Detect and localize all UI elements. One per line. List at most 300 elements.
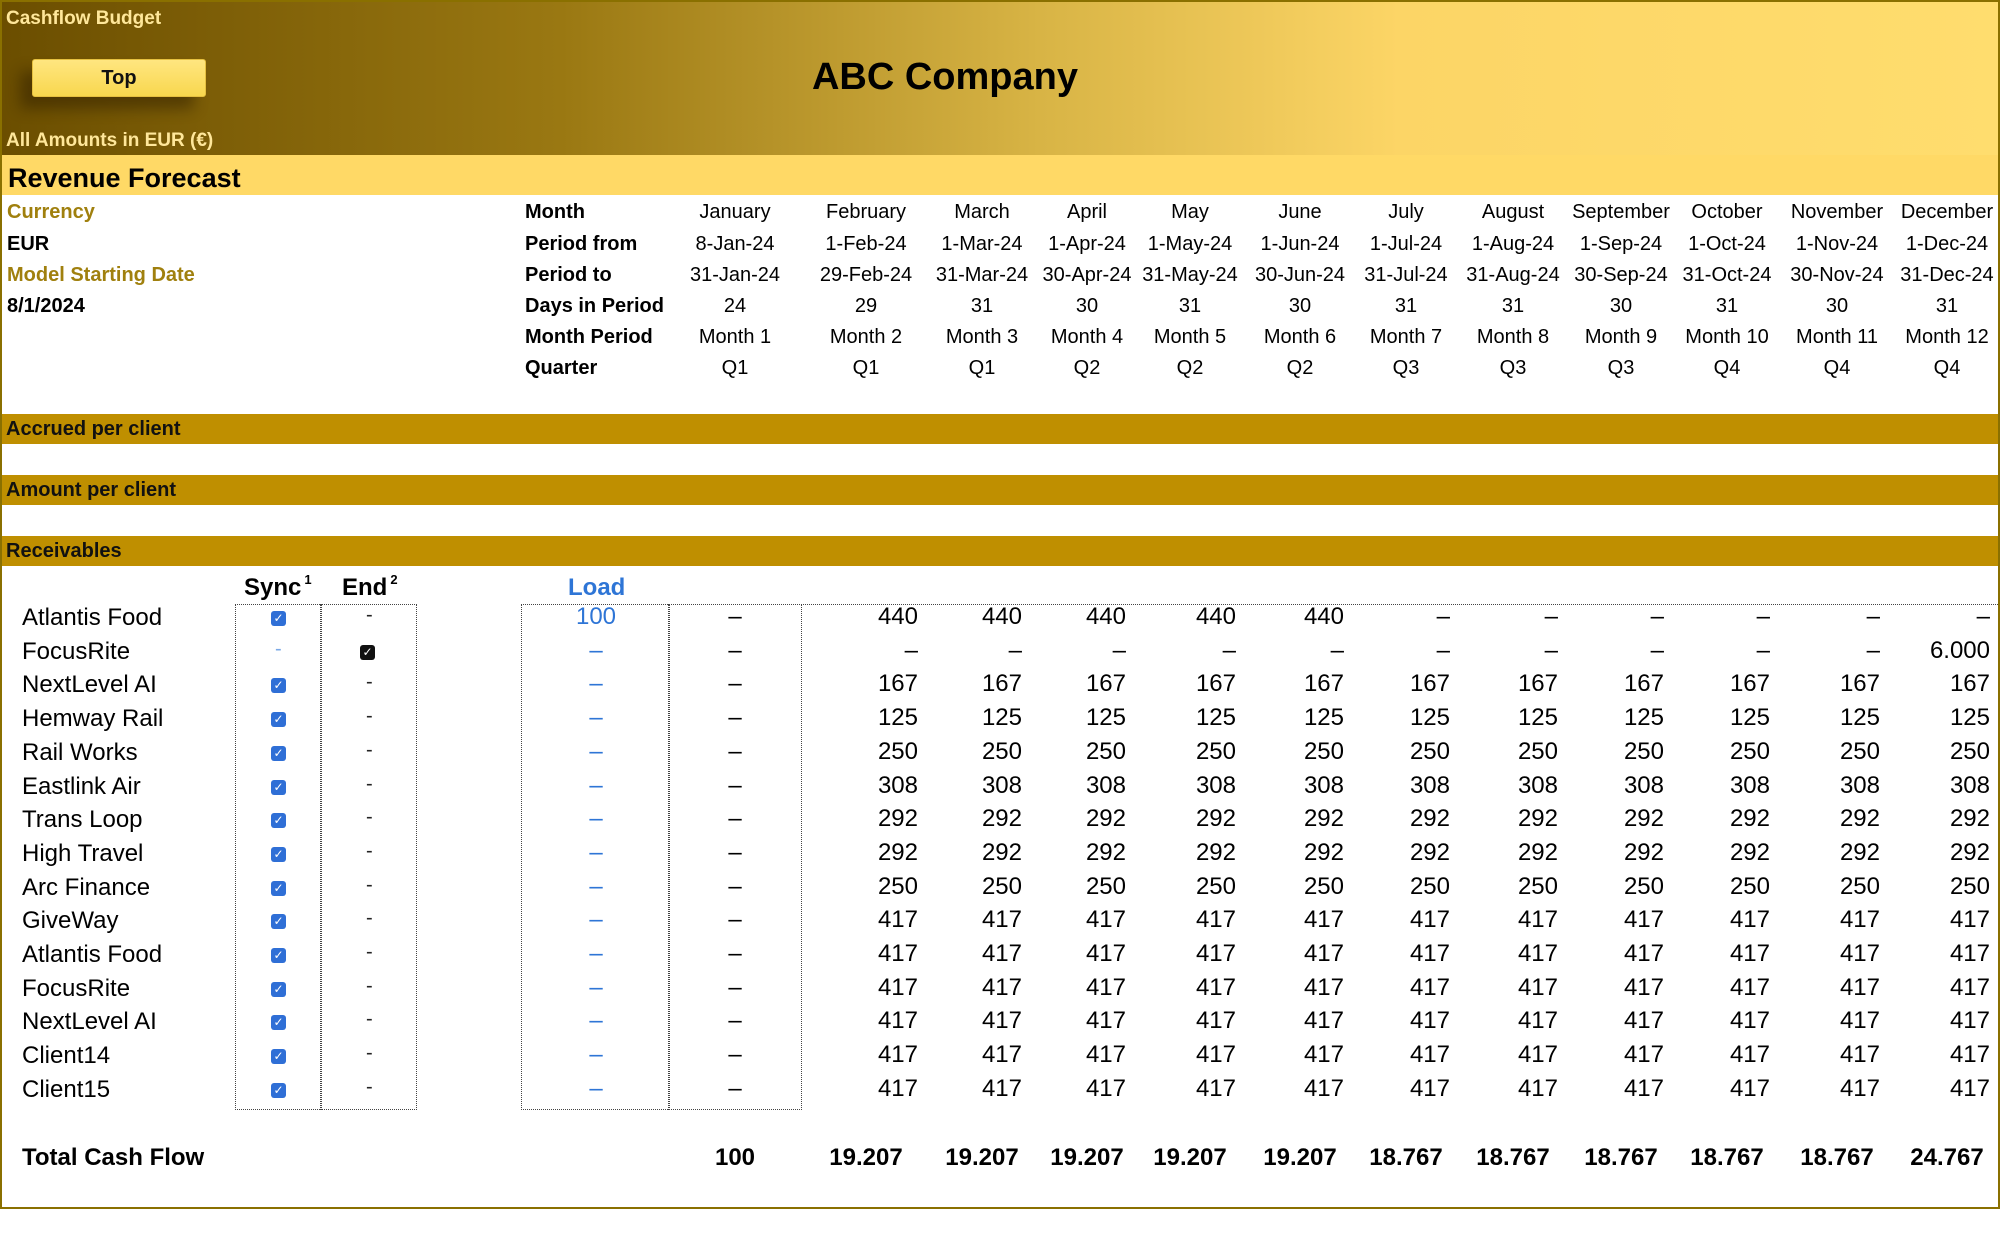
start-date-label: Model Starting Date (7, 264, 195, 286)
month-quarter-cell: Q2 (1176, 357, 1204, 379)
month-name-cell: April (1066, 201, 1107, 223)
month-from-cell: 1-Aug-24 (1471, 233, 1555, 255)
month-name-cell: July (1388, 201, 1424, 223)
load-value[interactable]: – (589, 973, 603, 1001)
sync-checkbox-checked-icon[interactable]: ✓ (271, 712, 286, 727)
month-value-cell: 417 (1409, 1007, 1450, 1035)
month-value-cell: 125 (1085, 704, 1126, 732)
top-button[interactable]: Top (32, 59, 206, 97)
month-days-cell: 30 (1825, 295, 1849, 317)
month-value-cell: 417 (981, 1041, 1022, 1069)
month-to-cell: 31-Mar-24 (935, 264, 1029, 286)
month-value-cell: 417 (1303, 1041, 1344, 1069)
month-value-cell: – (728, 771, 742, 799)
month-period-cell: Month 12 (1905, 326, 1989, 348)
month-value-cell: 417 (1303, 1074, 1344, 1102)
month-value-cell: – (1436, 603, 1450, 630)
month-value-cell: – (728, 906, 742, 934)
month-value-cell: 292 (1409, 838, 1450, 866)
month-value-cell: 250 (981, 872, 1022, 900)
month-value-cell: 417 (1623, 940, 1664, 967)
end-empty-cell[interactable]: - (366, 738, 373, 761)
month-days-cell: 31 (1394, 295, 1418, 317)
month-days-cell: 30 (1288, 295, 1312, 317)
month-to-cell: 31-Aug-24 (1466, 264, 1560, 286)
month-value-cell: 292 (1517, 838, 1558, 866)
month-days-cell: 29 (854, 295, 878, 317)
month-value-cell: – (1436, 636, 1450, 664)
month-value-cell: – (1544, 636, 1558, 664)
sync-checkbox-checked-icon[interactable]: ✓ (271, 678, 286, 693)
accrued-section-bar (2, 414, 1998, 444)
month-days-cell: 31 (1501, 295, 1525, 317)
month-value-cell: 250 (1409, 872, 1450, 900)
end-empty-cell[interactable]: - (366, 1008, 373, 1031)
month-value-cell: 417 (1729, 973, 1770, 1001)
month-value-cell: – (1866, 636, 1880, 664)
month-value-cell: 250 (877, 737, 918, 765)
sync-checkbox-checked-icon[interactable]: ✓ (271, 1083, 286, 1098)
month-period-cell: Month 4 (1050, 326, 1124, 348)
month-value-cell: 292 (1195, 805, 1236, 833)
month-from-cell: 1-Apr-24 (1048, 233, 1126, 255)
month-value-cell: 417 (877, 1041, 918, 1069)
month-value-cell: 167 (981, 670, 1022, 698)
month-value-cell: 417 (877, 973, 918, 1001)
client-name: Client15 (22, 1075, 111, 1103)
month-value-cell: 125 (1409, 704, 1450, 732)
month-value-cell: 417 (1517, 1074, 1558, 1102)
month-value-cell: 417 (1517, 940, 1558, 967)
month-value-cell: 417 (1303, 1007, 1344, 1035)
receivables-section-bar (2, 536, 1998, 566)
month-to-cell: 31-Oct-24 (1682, 264, 1772, 286)
month-from-cell: 1-Nov-24 (1795, 233, 1879, 255)
month-value-cell: 250 (1623, 872, 1664, 900)
month-value-cell: 417 (1303, 940, 1344, 967)
month-days-cell: 31 (1935, 295, 1959, 317)
table-row (2, 1006, 1998, 1039)
month-value-cell: 292 (1085, 838, 1126, 866)
table-row (2, 1040, 1998, 1073)
end-empty-cell[interactable]: - (366, 907, 373, 930)
end-empty-cell[interactable]: - (366, 705, 373, 728)
month-value-cell: 292 (1303, 838, 1344, 866)
month-value-cell: 250 (1949, 737, 1990, 765)
end-empty-cell[interactable]: - (366, 839, 373, 862)
month-value-cell: 417 (877, 1007, 918, 1035)
month-value-cell: 250 (1949, 872, 1990, 900)
month-value-cell: 417 (1195, 906, 1236, 934)
load-value[interactable]: – (589, 1007, 603, 1035)
month-value-cell: 292 (1303, 805, 1344, 833)
month-quarter-cell: Q3 (1392, 357, 1420, 379)
end-empty-cell[interactable]: - (366, 1075, 373, 1098)
sync-checkbox-checked-icon[interactable]: ✓ (271, 948, 286, 963)
month-value-cell: 417 (1409, 1041, 1450, 1069)
load-value[interactable]: – (589, 636, 603, 664)
month-value-cell: 440 (981, 603, 1022, 630)
month-to-cell: 30-Sep-24 (1574, 264, 1668, 286)
month-value-cell: 417 (1195, 1074, 1236, 1102)
load-value[interactable]: – (589, 737, 603, 765)
month-value-cell: 250 (1195, 737, 1236, 765)
currency-value[interactable]: EUR (7, 233, 50, 255)
load-value[interactable]: – (589, 838, 603, 866)
amounts-note: All Amounts in EUR (€) (6, 130, 214, 151)
month-value-cell: 250 (1085, 872, 1126, 900)
sync-checkbox-checked-icon[interactable]: ✓ (271, 1049, 286, 1064)
month-value-cell: 417 (1195, 1007, 1236, 1035)
month-value-cell: – (728, 737, 742, 765)
client-name: NextLevel AI (22, 671, 157, 699)
end-empty-cell[interactable]: - (366, 806, 373, 829)
total-value-cell: 19.207 (829, 1144, 903, 1171)
month-value-cell: 292 (1839, 838, 1880, 866)
sync-empty-cell[interactable]: - (275, 637, 282, 660)
end-checkbox-checked-icon[interactable]: ✓ (360, 645, 375, 660)
sync-checkbox-checked-icon[interactable]: ✓ (271, 611, 286, 626)
month-period-cell: Month 11 (1796, 326, 1878, 348)
month-from-cell: 1-Jun-24 (1260, 233, 1340, 255)
receivables-section-title: Receivables (6, 540, 122, 562)
days-in-period-label: Days in Period (525, 295, 664, 317)
end-empty-cell[interactable]: - (366, 974, 373, 997)
month-value-cell: – (728, 973, 742, 1001)
load-value[interactable]: – (589, 704, 603, 732)
month-name-cell: February (825, 201, 907, 223)
month-quarter-cell: Q1 (968, 357, 996, 379)
month-value-cell: 417 (1729, 1074, 1770, 1102)
month-period-cell: Month 2 (829, 326, 903, 348)
end-empty-cell[interactable]: - (366, 1042, 373, 1065)
month-value-cell: 292 (1949, 805, 1990, 833)
company-name: ABC Company (811, 56, 1079, 98)
revenue-forecast-title: Revenue Forecast (8, 163, 241, 193)
month-quarter-cell: Q4 (1713, 357, 1741, 379)
month-quarter-cell: Q2 (1286, 357, 1314, 379)
client-name: NextLevel AI (22, 1008, 157, 1036)
month-value-cell: – (1976, 603, 1990, 630)
month-value-cell: 308 (1303, 771, 1344, 799)
month-value-cell: 417 (1085, 940, 1126, 967)
table-row (2, 1074, 1998, 1107)
month-name-cell: September (1572, 201, 1670, 223)
month-value-cell: 167 (1839, 670, 1880, 698)
end-footnote: 2 (390, 572, 398, 587)
month-value-cell: 292 (1085, 805, 1126, 833)
month-value-cell: 417 (1517, 973, 1558, 1001)
sync-checkbox-checked-icon[interactable]: ✓ (271, 914, 286, 929)
month-from-cell: 1-Jul-24 (1369, 233, 1443, 255)
month-value-cell: 167 (1517, 670, 1558, 698)
month-value-cell: 125 (1517, 704, 1558, 732)
month-value-cell: 308 (1195, 771, 1236, 799)
load-value[interactable]: 100 (575, 603, 617, 630)
month-value-cell: 308 (1517, 771, 1558, 799)
total-value-cell: 19.207 (1153, 1144, 1227, 1171)
month-value-cell: 250 (1623, 737, 1664, 765)
end-empty-cell[interactable]: - (366, 671, 373, 694)
month-value-cell: 440 (1303, 603, 1344, 630)
load-value[interactable]: – (589, 940, 603, 967)
month-value-cell: 292 (981, 805, 1022, 833)
month-value-cell: 125 (1839, 704, 1880, 732)
month-days-cell: 24 (723, 295, 747, 317)
month-value-cell: 292 (1729, 805, 1770, 833)
month-value-cell: 250 (1729, 737, 1770, 765)
load-value[interactable]: – (589, 1041, 603, 1069)
client-name: Hemway Rail (22, 705, 164, 733)
revenue-forecast-bar (2, 155, 1998, 195)
end-empty-cell[interactable]: - (366, 772, 373, 795)
month-value-cell: 125 (981, 704, 1022, 732)
month-value-cell: 250 (1303, 737, 1344, 765)
table-row (2, 905, 1998, 938)
start-date-value[interactable]: 8/1/2024 (7, 295, 85, 317)
month-value-cell: 308 (1409, 771, 1450, 799)
sync-checkbox-checked-icon[interactable]: ✓ (271, 1015, 286, 1030)
month-period-cell: Month 8 (1476, 326, 1550, 348)
month-value-cell: 417 (1085, 1041, 1126, 1069)
client-name: Rail Works (22, 738, 138, 766)
month-value-cell: 417 (1949, 1007, 1990, 1035)
app-title: Cashflow Budget (6, 8, 162, 29)
accrued-section-title: Accrued per client (6, 418, 181, 440)
month-name-cell: January (699, 201, 771, 223)
table-row (2, 771, 1998, 804)
month-value-cell: 292 (1517, 805, 1558, 833)
sync-checkbox-checked-icon[interactable]: ✓ (271, 813, 286, 828)
month-value-cell: – (728, 838, 742, 866)
load-column-header[interactable]: Load (568, 574, 626, 601)
month-value-cell: 250 (1085, 737, 1126, 765)
month-value-cell: 292 (1623, 805, 1664, 833)
month-value-cell: – (728, 704, 742, 732)
month-days-cell: 30 (1075, 295, 1099, 317)
month-value-cell: 417 (877, 906, 918, 934)
month-value-cell: 417 (877, 1074, 918, 1102)
month-value-cell: 167 (877, 670, 918, 698)
sync-checkbox-checked-icon[interactable]: ✓ (271, 847, 286, 862)
month-period-cell: Month 6 (1263, 326, 1337, 348)
month-quarter-cell: Q3 (1499, 357, 1527, 379)
month-value-cell: – (1650, 603, 1664, 630)
month-period-cell: Month 9 (1584, 326, 1658, 348)
month-value-cell: 308 (981, 771, 1022, 799)
month-value-cell: 250 (981, 737, 1022, 765)
month-value-cell: 417 (1195, 940, 1236, 967)
month-value-cell: 417 (1839, 1007, 1880, 1035)
month-value-cell: 125 (877, 704, 918, 732)
month-days-cell: 31 (970, 295, 994, 317)
month-value-cell: 292 (981, 838, 1022, 866)
client-name: Client14 (22, 1042, 111, 1070)
month-to-cell: 31-Jul-24 (1364, 264, 1448, 286)
month-from-cell: 1-Sep-24 (1579, 233, 1663, 255)
table-row (2, 737, 1998, 770)
month-from-cell: 1-Oct-24 (1688, 233, 1766, 255)
month-days-cell: 31 (1178, 295, 1202, 317)
month-value-cell: 417 (1839, 1074, 1880, 1102)
month-value-cell: 308 (1949, 771, 1990, 799)
header-banner (2, 2, 1998, 155)
total-value-cell: 18.767 (1584, 1144, 1658, 1171)
month-value-cell: 308 (1729, 771, 1770, 799)
total-cash-flow-label: Total Cash Flow (22, 1144, 205, 1171)
sync-column-header (244, 574, 312, 602)
month-days-cell: 31 (1715, 295, 1739, 317)
sync-checkbox-checked-icon[interactable]: ✓ (271, 982, 286, 997)
month-from-cell: 1-Mar-24 (941, 233, 1023, 255)
month-value-cell: 417 (1949, 973, 1990, 1001)
client-name: Atlantis Food (22, 941, 163, 968)
period-to-label: Period to (525, 264, 612, 286)
month-value-cell: 167 (1303, 670, 1344, 698)
month-value-cell: 417 (1303, 906, 1344, 934)
month-to-cell: 31-Jan-24 (689, 264, 781, 286)
month-value-cell: 308 (877, 771, 918, 799)
month-value-cell: 417 (1949, 940, 1990, 967)
month-period-cell: Month 3 (945, 326, 1019, 348)
month-value-cell: 292 (1729, 838, 1770, 866)
month-name-cell: November (1790, 201, 1884, 223)
end-header-label: End (342, 574, 388, 601)
month-value-cell: 417 (1729, 906, 1770, 934)
month-name-cell: March (954, 201, 1010, 223)
month-value-cell: 250 (1303, 872, 1344, 900)
month-value-cell: – (1866, 603, 1880, 630)
month-from-cell: 1-May-24 (1147, 233, 1233, 255)
month-value-cell: – (728, 1074, 742, 1102)
month-value-cell: 417 (1517, 906, 1558, 934)
end-empty-cell[interactable]: - (366, 873, 373, 896)
month-value-cell: 167 (1409, 670, 1450, 698)
month-value-cell: 417 (1839, 906, 1880, 934)
month-value-cell: – (1112, 636, 1126, 664)
month-value-cell: 417 (981, 973, 1022, 1001)
month-from-cell: 8-Jan-24 (695, 233, 775, 255)
total-value-cell: 100 (714, 1144, 756, 1171)
month-value-cell: – (728, 805, 742, 833)
total-value-cell: 19.207 (1263, 1144, 1337, 1171)
load-value[interactable]: – (589, 872, 603, 900)
month-value-cell: 250 (877, 872, 918, 900)
client-name: Trans Loop (22, 806, 143, 834)
month-value-cell: 417 (1409, 973, 1450, 1001)
month-value-cell: 308 (1839, 771, 1880, 799)
currency-label: Currency (7, 201, 95, 223)
sync-footnote: 1 (304, 572, 312, 587)
sync-checkbox-checked-icon[interactable]: ✓ (271, 746, 286, 761)
month-value-cell: 292 (1839, 805, 1880, 833)
month-period-cell: Month 10 (1685, 326, 1769, 348)
quarter-label: Quarter (525, 357, 598, 379)
load-value[interactable]: – (589, 670, 603, 698)
month-value-cell: 440 (1085, 603, 1126, 630)
month-value-cell: – (1330, 636, 1344, 664)
month-value-cell: 250 (1729, 872, 1770, 900)
month-to-cell: 30-Apr-24 (1042, 264, 1132, 286)
table-row (2, 872, 1998, 905)
month-to-cell: 30-Jun-24 (1254, 264, 1346, 286)
month-value-cell: 417 (1623, 906, 1664, 934)
month-value-cell: – (728, 872, 742, 900)
month-value-cell: 417 (1729, 1007, 1770, 1035)
month-value-cell: 440 (1195, 603, 1236, 630)
table-row (2, 703, 1998, 736)
month-value-cell: – (904, 636, 918, 664)
sync-checkbox-checked-icon[interactable]: ✓ (271, 780, 286, 795)
month-value-cell: 250 (1839, 872, 1880, 900)
month-value-cell: 292 (877, 805, 918, 833)
end-empty-cell[interactable]: - (366, 941, 373, 963)
month-value-cell: 417 (1949, 906, 1990, 934)
month-value-cell: 292 (1195, 838, 1236, 866)
month-value-cell: 417 (1195, 1041, 1236, 1069)
month-header-label: Month (525, 201, 585, 223)
total-value-cell: 24.767 (1910, 1144, 1984, 1171)
month-value-cell: 292 (1949, 838, 1990, 866)
month-value-cell: – (1650, 636, 1664, 664)
month-to-cell: 31-Dec-24 (1900, 264, 1994, 286)
month-to-cell: 29-Feb-24 (819, 264, 913, 286)
month-value-cell: 417 (1409, 940, 1450, 967)
month-value-cell: – (1222, 636, 1236, 664)
month-value-cell: 125 (1729, 704, 1770, 732)
load-value[interactable]: – (589, 1074, 603, 1102)
month-value-cell: 250 (1517, 872, 1558, 900)
table-row (2, 838, 1998, 871)
month-value-cell: – (728, 670, 742, 698)
month-value-cell: 417 (1517, 1007, 1558, 1035)
client-name: High Travel (22, 839, 144, 867)
month-quarter-cell: Q4 (1823, 357, 1851, 379)
month-to-cell: 31-May-24 (1142, 264, 1238, 286)
month-value-cell: 417 (1949, 1074, 1990, 1102)
load-value[interactable]: – (589, 771, 603, 799)
month-quarter-cell: Q1 (852, 357, 880, 379)
month-value-cell: 417 (1085, 1074, 1126, 1102)
table-row (2, 669, 1998, 702)
month-value-cell: 417 (1085, 906, 1126, 934)
month-value-cell: – (728, 1041, 742, 1069)
month-value-cell: 417 (1623, 1041, 1664, 1069)
month-value-cell: 417 (1839, 1041, 1880, 1069)
sync-checkbox-checked-icon[interactable]: ✓ (271, 881, 286, 896)
table-row (2, 636, 1998, 669)
month-value-cell: 292 (1623, 838, 1664, 866)
month-value-cell: – (728, 603, 742, 630)
month-value-cell: 167 (1623, 670, 1664, 698)
month-name-cell: October (1691, 201, 1763, 223)
month-value-cell: – (1008, 636, 1022, 664)
month-name-cell: June (1278, 201, 1322, 223)
month-period-label: Month Period (525, 326, 653, 348)
month-value-cell: 417 (981, 940, 1022, 967)
month-value-cell: 417 (1623, 1074, 1664, 1102)
load-value[interactable]: – (589, 906, 603, 934)
month-days-cell: 30 (1609, 295, 1633, 317)
table-row (2, 804, 1998, 837)
load-value[interactable]: – (589, 805, 603, 833)
month-value-cell: 167 (1729, 670, 1770, 698)
month-value-cell: 417 (1729, 1041, 1770, 1069)
month-quarter-cell: Q4 (1933, 357, 1961, 379)
month-value-cell: 308 (1623, 771, 1664, 799)
end-empty-cell[interactable]: - (366, 604, 373, 626)
month-period-cell: Month 7 (1369, 326, 1443, 348)
